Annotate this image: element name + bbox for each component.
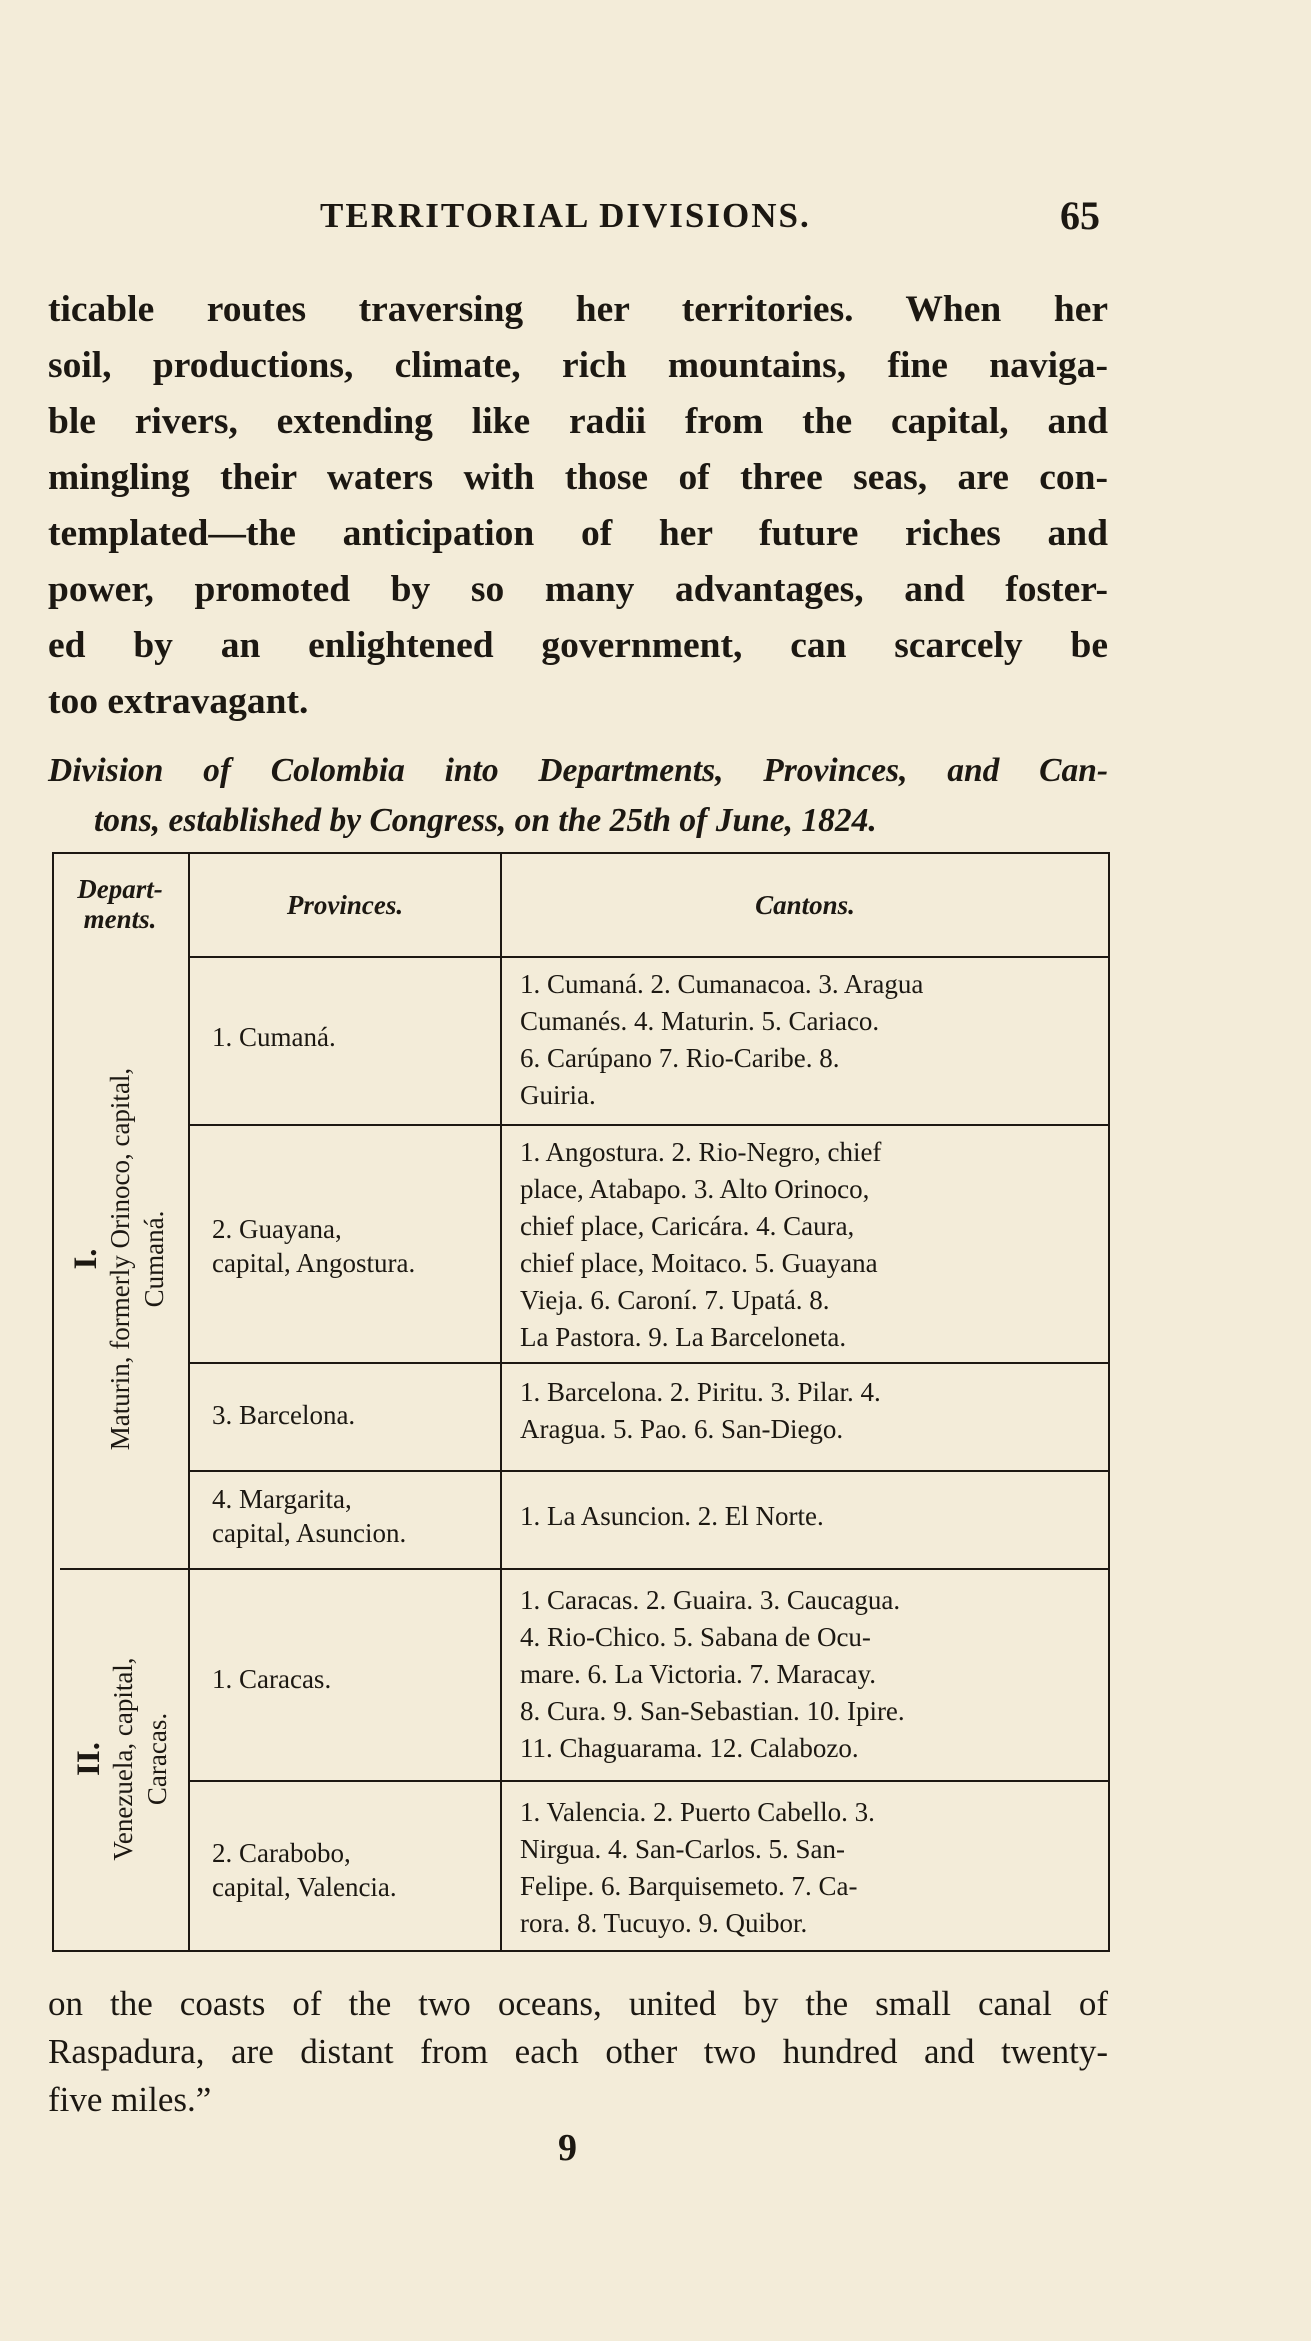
row-rule (190, 1470, 1108, 1472)
canton-line: 1. Barcelona. 2. Piritu. 3. Pilar. 4. (520, 1377, 881, 1407)
province-cell: 1. Cumaná. (212, 1022, 336, 1052)
caption-line: tons, established by Congress, on the 25th of June, 1824. (94, 802, 877, 839)
province-cell: 3. Barcelona. (212, 1400, 356, 1430)
canton-line: Aragua. 5. Pao. 6. San-Diego. (520, 1414, 844, 1444)
department-capital: Cumaná. (139, 1210, 169, 1308)
cantons-cell (520, 1794, 875, 1942)
paragraph-line: ticable routes traversing her territories. When her (48, 289, 1108, 330)
department-label (72, 1569, 172, 1949)
row-rule (190, 1780, 1108, 1782)
paragraph-line: ed by an enlightened government, can scarcely be (48, 625, 1108, 666)
body-paragraph (48, 282, 1108, 730)
table-top-rule (52, 852, 1110, 854)
cantons-cell (520, 966, 923, 1114)
paragraph-line: templated—the anticipation of her future riches and (48, 513, 1108, 554)
canton-line: chief place, Caricára. 4. Caura, (520, 1211, 855, 1241)
table-left-rule (52, 852, 54, 1950)
paragraph-line: power, promoted by so many advantages, and foster- (48, 569, 1108, 610)
canton-line: 4. Rio-Chico. 5. Sabana de Ocu- (520, 1622, 871, 1652)
department-rule (60, 1568, 1110, 1570)
canton-line: 1. La Asuncion. 2. El Norte. (520, 1501, 824, 1531)
caption-line: Division of Colombia into Departments, Provinces, and Can- (48, 752, 1108, 789)
row-rule (190, 1362, 1108, 1364)
table-caption (48, 746, 1108, 846)
canton-line: 1. Cumaná. 2. Cumanacoa. 3. Aragua (520, 969, 924, 999)
page-number: 65 (1060, 193, 1100, 238)
table-bottom-rule (52, 1950, 1110, 1952)
department-name: Maturin, formerly Orinoco, capital, (105, 1067, 135, 1451)
paragraph-line: ble rivers, extending like radii from the capital, and (48, 401, 1108, 442)
signature-mark: 9 (558, 2127, 577, 2169)
canton-line: 1. Valencia. 2. Puerto Cabello. 3. (520, 1797, 875, 1827)
canton-line: place, Atabapo. 3. Alto Orinoco, (520, 1174, 870, 1204)
canton-line: 1. Angostura. 2. Rio-Negro, chief (520, 1137, 882, 1167)
department-name: Venezuela, capital, (108, 1657, 138, 1861)
canton-line: La Pastora. 9. La Barceloneta. (520, 1322, 847, 1352)
header-departments: Depart- ments. (77, 874, 163, 934)
paragraph-line: mingling their waters with those of three seas, are con- (48, 457, 1108, 498)
table-right-rule (1108, 852, 1110, 1950)
paragraph-line: too extravagant. (48, 681, 309, 722)
header-provinces: Provinces. (286, 890, 404, 920)
canton-line: Guiria. (520, 1080, 596, 1110)
canton-line: rora. 8. Tucuyo. 9. Quibor. (520, 1908, 808, 1938)
paragraph-line: on the coasts of the two oceans, united by the small canal of (48, 1984, 1108, 2023)
canton-line: 1. Caracas. 2. Guaira. 3. Caucagua. (520, 1585, 901, 1615)
canton-line: Nirgua. 4. San-Carlos. 5. San- (520, 1834, 845, 1864)
province-column-rule (500, 852, 502, 1950)
department-number: II. (71, 1742, 107, 1776)
province-cell: 1. Caracas. (212, 1664, 332, 1694)
cantons-cell (520, 1498, 824, 1535)
canton-line: 6. Carúpano 7. Rio-Caribe. 8. (520, 1043, 840, 1073)
divisions-table (52, 852, 1112, 1952)
canton-line: mare. 6. La Victoria. 7. Maracay. (520, 1659, 876, 1689)
canton-line: Vieja. 6. Caroní. 7. Upatá. 8. (520, 1285, 830, 1315)
paragraph-line: soil, productions, climate, rich mountains, fine naviga- (48, 345, 1108, 386)
province-cell: 2. Guayana, capital, Angostura. (212, 1214, 416, 1278)
department-column-rule (188, 852, 190, 1950)
paragraph-line: Raspadura, are distant from each other two hundred and twenty- (48, 2032, 1108, 2071)
paragraph-line: five miles.” (48, 2080, 212, 2119)
province-cell: 4. Margarita, capital, Asuncion. (212, 1484, 407, 1548)
canton-line: Cumanés. 4. Maturin. 5. Cariaco. (520, 1006, 880, 1036)
canton-line: Felipe. 6. Barquisemeto. 7. Ca- (520, 1871, 858, 1901)
department-label (69, 974, 169, 1544)
header-rule (190, 956, 1108, 958)
closing-paragraph (48, 1980, 1108, 2124)
canton-line: 8. Cura. 9. San-Sebastian. 10. Ipire. (520, 1696, 905, 1726)
header-title: TERRITORIAL DIVISIONS. (320, 196, 811, 235)
cantons-cell (520, 1374, 881, 1448)
canton-line: 11. Chaguarama. 12. Calabozo. (520, 1733, 859, 1763)
department-capital: Caracas. (142, 1712, 172, 1806)
department-number: I. (68, 1248, 104, 1270)
row-rule (190, 1124, 1108, 1126)
cantons-cell (520, 1134, 881, 1356)
canton-line: chief place, Moitaco. 5. Guayana (520, 1248, 878, 1278)
cantons-cell (520, 1582, 905, 1767)
running-header (320, 193, 1100, 248)
province-cell: 2. Carabobo, capital, Valencia. (212, 1838, 397, 1902)
header-cantons: Cantons. (755, 890, 855, 920)
